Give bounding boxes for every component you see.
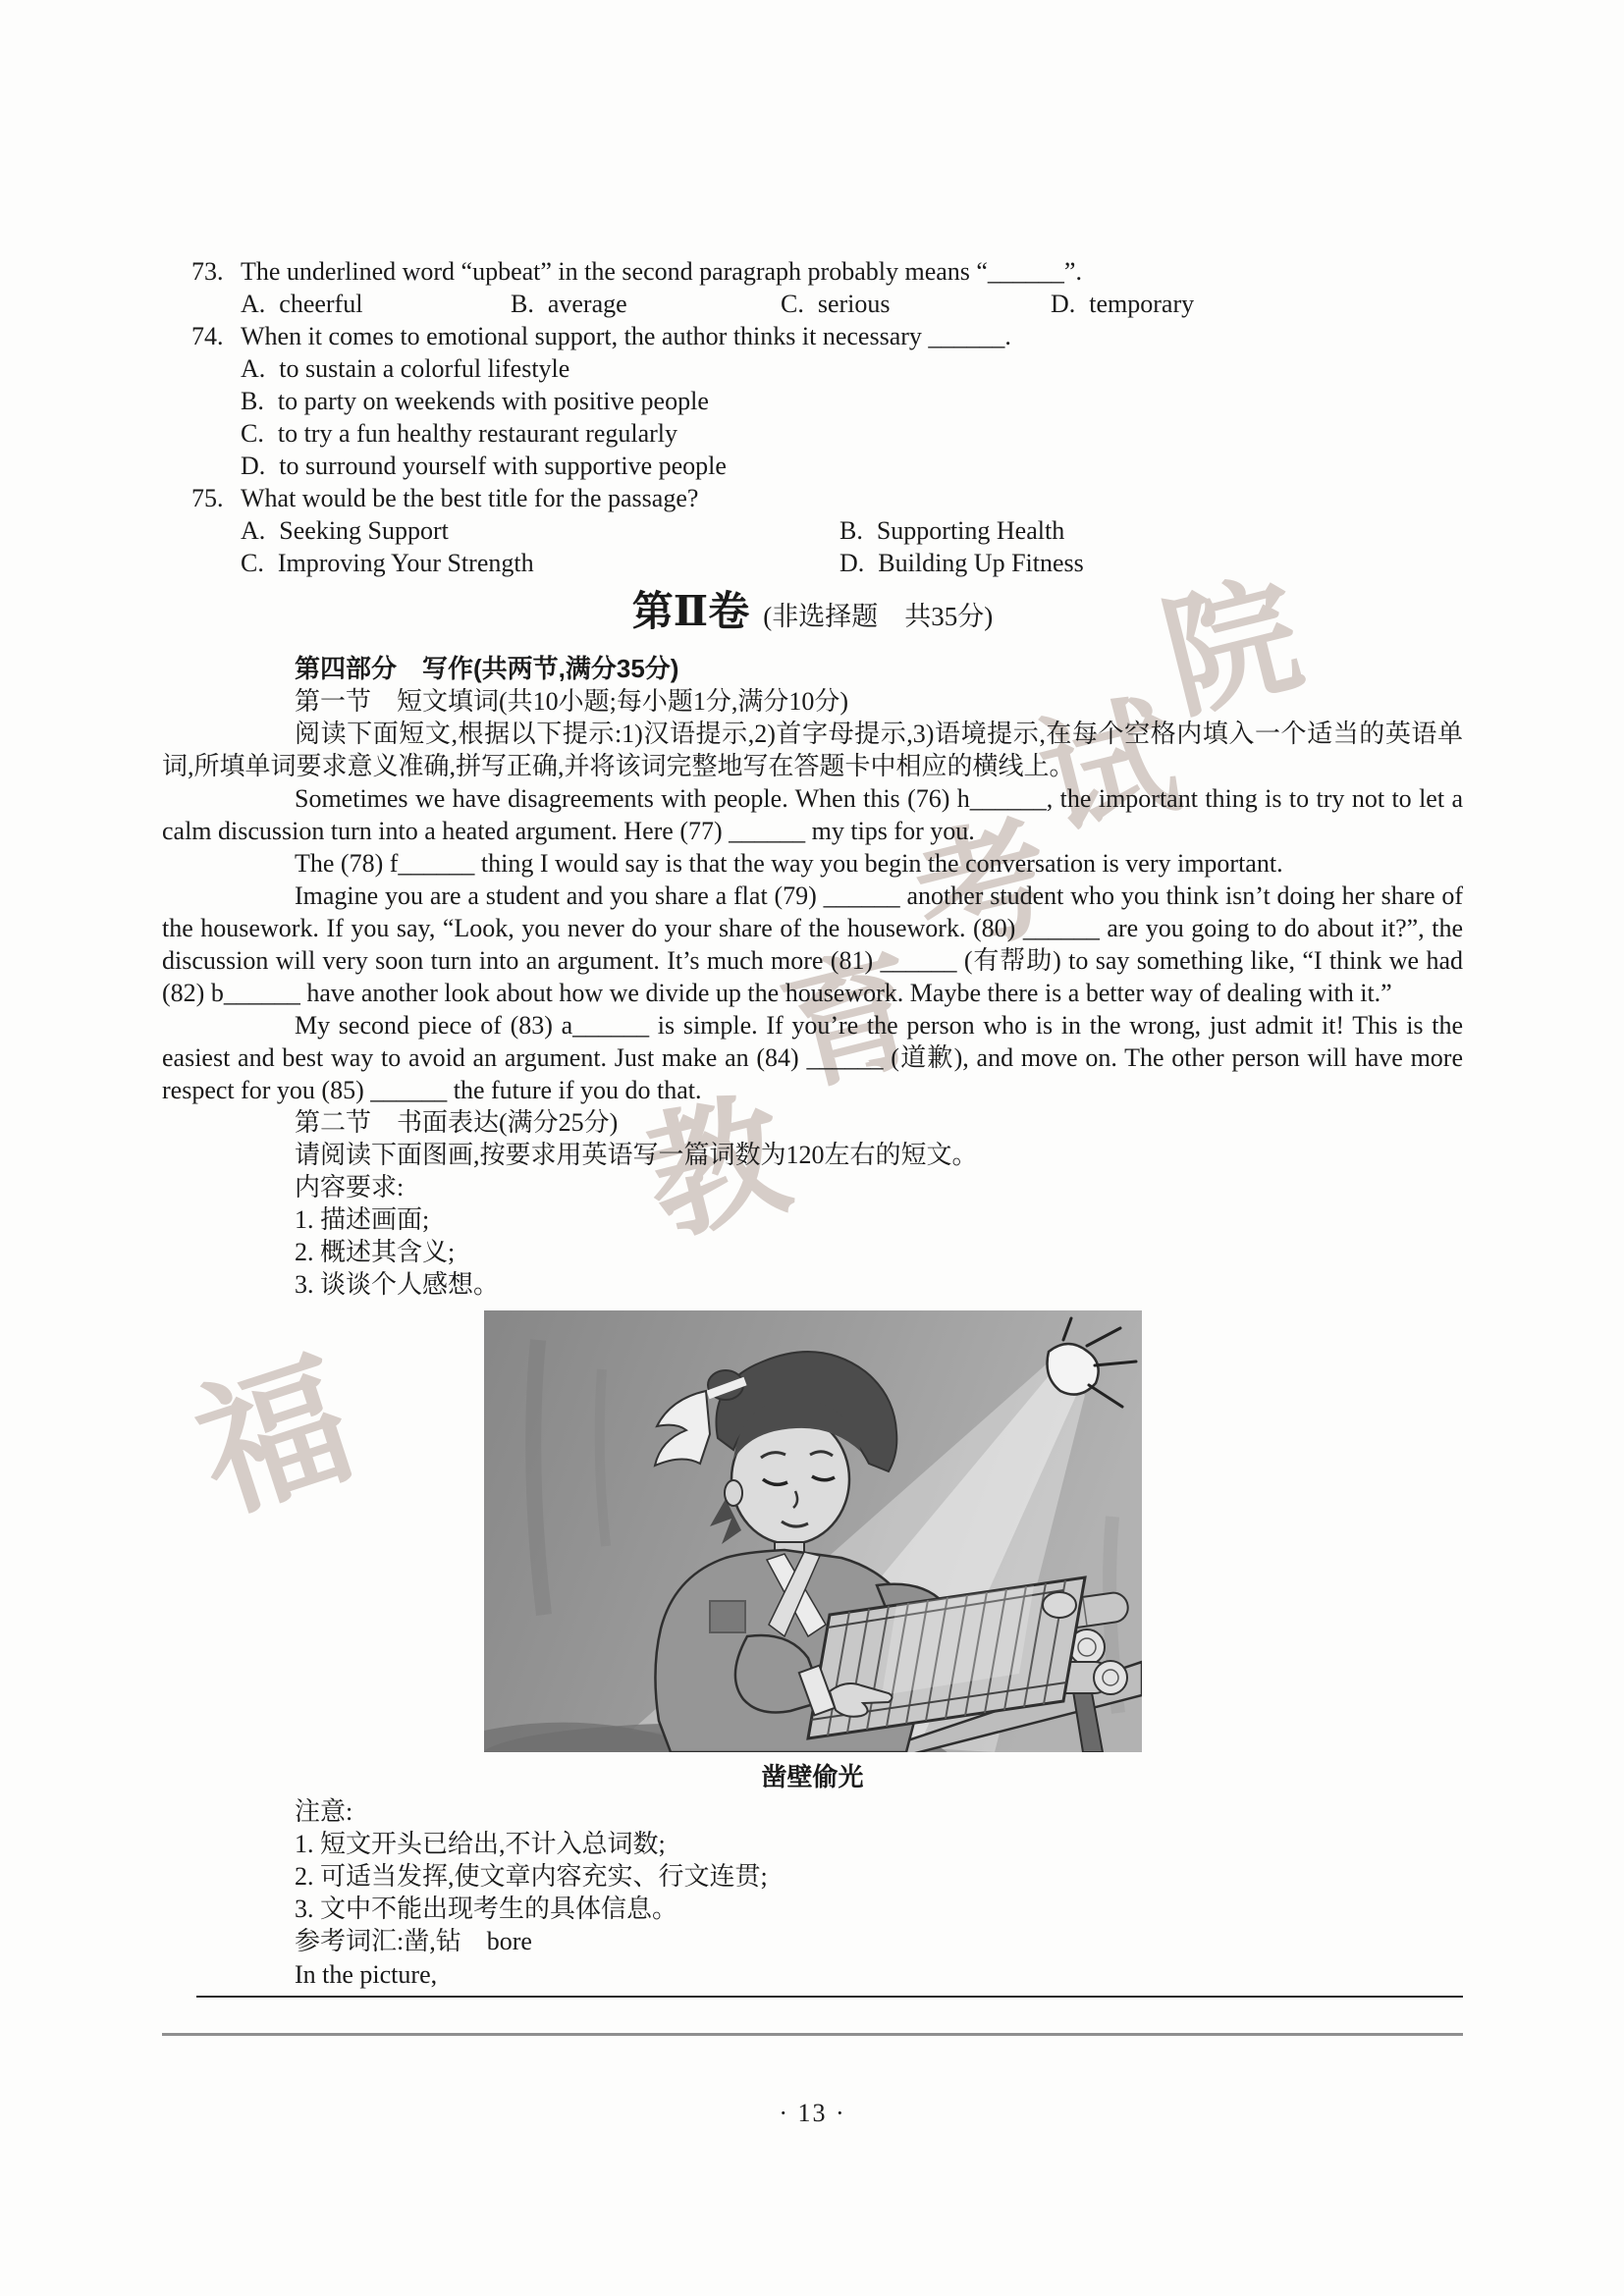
- question-stem: [191, 482, 1463, 514]
- essay-picture: [484, 1310, 1142, 1795]
- question-74: [191, 320, 1463, 482]
- part2-subtitle: (非选择题 共35分): [763, 602, 994, 631]
- watermark-char: 考: [901, 802, 1067, 978]
- option-letter: A.: [241, 354, 266, 383]
- option-text: cheerful: [279, 290, 363, 318]
- options-row: [241, 288, 1463, 320]
- section1-heading: 第一节 短文填词(共10小题;每小题1分,满分10分): [295, 687, 849, 716]
- option-b: [839, 514, 1064, 547]
- question-text: The underlined word “upbeat” in the second paragraph probably means “______”.: [241, 257, 1082, 286]
- option-letter: A.: [241, 290, 266, 318]
- option-a: [241, 514, 839, 547]
- cloze-paragraph-4: My second piece of (83) a______ is simple. If you’re the person who is in the wrong, just admit it! This is the easiest and best way to avoid an argument. Just make an (84) ______ (道歉), and move on. The other person will have more respect for you (85) ______ the future if you do that.: [162, 1011, 1463, 1104]
- picture-caption: 凿壁偷光: [761, 1763, 864, 1791]
- watermark-char: 教: [631, 1079, 802, 1260]
- option-text: Improving Your Strength: [277, 549, 534, 577]
- robe-patch: [710, 1601, 745, 1632]
- option-letter: C.: [241, 549, 264, 577]
- part4-heading: 第四部分 写作(共两节,满分35分): [295, 654, 679, 683]
- question-73: [191, 255, 1463, 320]
- question-number: 74.: [191, 322, 224, 350]
- option-letter: B.: [241, 387, 264, 415]
- boy-far-hand: [1043, 1592, 1076, 1618]
- option-c: [241, 547, 839, 579]
- essay-start-text: In the picture,: [295, 1960, 438, 1989]
- cloze-paragraph-3: Imagine you are a student and you share a flat (79) ______ another student who you think isn’t doing her share of the housework. If you say, “Look, you never do your share of the housework. (80) ______ are you going to do about it?”, the discussion will very soon turn into an argument. It’s much more (81) ______ (有帮助) to say something like, “I think we had (82) b______ have another look about how we divide up the housework. Maybe there is a better way of dealing with it.”: [162, 881, 1463, 1007]
- bottom-rule: [162, 2033, 1463, 2036]
- part2-title: 第Ⅱ卷: [631, 590, 750, 635]
- reference-vocabulary: 参考词汇:凿,钻 bore: [295, 1927, 532, 1955]
- question-75: [191, 482, 1463, 579]
- options-row: [241, 547, 1463, 579]
- option-text: to try a fun healthy restaurant regularly: [277, 419, 678, 448]
- option-d: [1051, 288, 1194, 320]
- watermark-char: 院: [1150, 561, 1316, 737]
- cloze-paragraph-1: Sometimes we have disagreements with people. When this (76) h______, the important thing is to try not to let a calm discussion turn into a heated argument. Here (77) ______ my tips for you.: [162, 784, 1463, 845]
- option-text: Building Up Fitness: [878, 549, 1084, 577]
- option-letter: D.: [241, 452, 266, 480]
- page-number: · 13 ·: [779, 2099, 846, 2127]
- content-req-3: 3. 谈谈个人感想。: [295, 1270, 500, 1299]
- option-letter: B.: [511, 290, 534, 318]
- option-text: Supporting Health: [876, 516, 1065, 545]
- boy-reading-by-stolen-light-illustration: [484, 1310, 1142, 1752]
- note-1: 1. 短文开头已给出,不计入总词数;: [295, 1830, 666, 1858]
- option-text: to party on weekends with positive people: [277, 387, 709, 415]
- section2-heading: 第二节 书面表达(满分25分): [295, 1108, 619, 1137]
- option-letter: A.: [241, 516, 266, 545]
- question-text: What would be the best title for the passage?: [241, 484, 699, 512]
- option-text: average: [547, 290, 627, 318]
- option-d: [839, 547, 1084, 579]
- essay-writing-line: [196, 1957, 1463, 1998]
- option-letter: B.: [839, 516, 863, 545]
- option-text: serious: [817, 290, 891, 318]
- option-b: [241, 385, 1463, 417]
- watermark-char: 试: [1026, 682, 1192, 858]
- section2-prompt: 请阅读下面图画,按要求用英语写一篇词数为120左右的短文。: [295, 1141, 978, 1169]
- option-text: to sustain a colorful lifestyle: [279, 354, 570, 383]
- option-letter: C.: [241, 419, 264, 448]
- notes-label: 注意:: [295, 1797, 353, 1826]
- question-number: 75.: [191, 484, 224, 512]
- question-stem: [191, 320, 1463, 352]
- option-d: [241, 450, 1463, 482]
- question-text: When it comes to emotional support, the author thinks it necessary ______.: [241, 322, 1011, 350]
- content-req-1: 1. 描述画面;: [295, 1205, 430, 1234]
- option-b: [511, 288, 781, 320]
- paper-part2-heading: [162, 587, 1463, 643]
- watermark-char: 福: [179, 1338, 370, 1540]
- option-text: Seeking Support: [279, 516, 449, 545]
- option-text: temporary: [1089, 290, 1195, 318]
- watermark-char: 育: [769, 934, 935, 1110]
- cloze-paragraph-2: The (78) f______ thing I would say is that the way you begin the conversation is very important.: [295, 849, 1283, 878]
- note-3: 3. 文中不能出现考生的具体信息。: [295, 1895, 678, 1923]
- content-req-2: 2. 概述其含义;: [295, 1238, 456, 1266]
- option-c: [241, 417, 1463, 450]
- question-number: 73.: [191, 257, 224, 286]
- note-2: 2. 可适当发挥,使文章内容充实、行文连贯;: [295, 1862, 768, 1891]
- question-stem: [191, 255, 1463, 288]
- option-text: to surround yourself with supportive people: [279, 452, 727, 480]
- section1-instructions: 阅读下面短文,根据以下提示:1)汉语提示,2)首字母提示,3)语境提示,在每个空格内填入一个适当的英语单词,所填单词要求意义准确,拼写正确,并将该词完整地写在答题卡中相应的横线上。: [162, 720, 1463, 780]
- option-a: [241, 288, 511, 320]
- option-a: [241, 352, 1463, 385]
- options-row: [241, 514, 1463, 547]
- option-letter: C.: [781, 290, 804, 318]
- content-req-label: 内容要求:: [295, 1173, 405, 1201]
- option-c: [781, 288, 1051, 320]
- option-letter: D.: [1051, 290, 1076, 318]
- boy-ear: [725, 1480, 742, 1506]
- option-letter: D.: [839, 549, 865, 577]
